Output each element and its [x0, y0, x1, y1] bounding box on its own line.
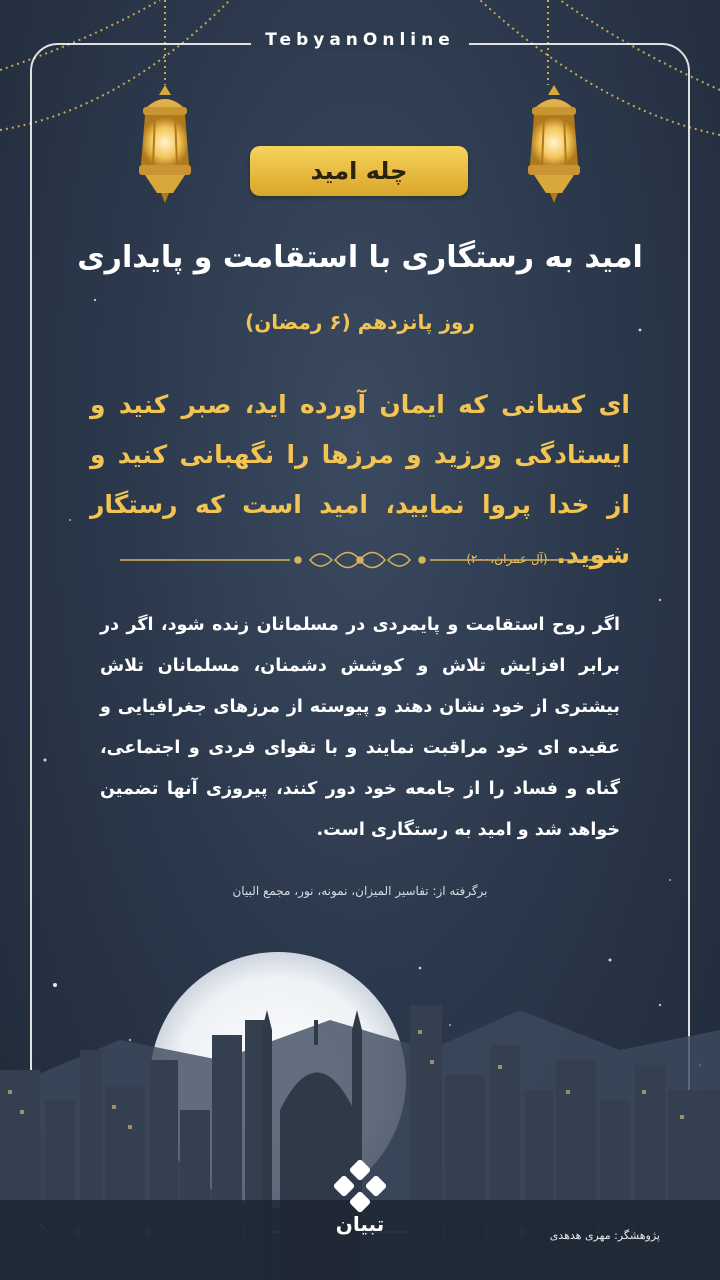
day-subtitle: روز پانزدهم (۶ رمضان) — [245, 310, 475, 334]
verse-reference: (آل عمران،۲۰۰) — [466, 552, 548, 566]
lantern-icon — [133, 85, 197, 205]
verse-text: ای کسانی که ایمان آورده اید، صبر کنید و ایستادگی ورزید و مرزها را نگهبانی کنید و از خدا پروا نمایید، امید است که رستگار شوید. — [90, 390, 630, 569]
site-name: TebyanOnline — [0, 30, 720, 50]
commentary-text: اگر روح استقامت و پایمردی در مسلمانان زنده شود، اگر در برابر افزایش تلاش و کوشش دشمنان، مسلمانان تلاش بیشتری از خود نشان دهند و پیوسته از مرزهای جغرافیایی و عقیده ای خود مراقبت نمایند و با تقوای فردی و اجتماعی، گناه و فساد را از جامعه خود دور کنند، پیروزی آنها تضمین خواهد شد و امید به رستگاری است. — [100, 615, 620, 840]
campaign-badge-label: چله امید — [310, 157, 408, 185]
tebyan-logo-icon — [330, 1160, 390, 1215]
page-title: امید به رستگاری با استقامت و پایداری — [77, 240, 643, 275]
campaign-badge — [250, 146, 468, 196]
lantern-icon — [522, 85, 586, 205]
researcher-credit: پژوهشگر: مهری هدهدی — [549, 1229, 660, 1242]
ornament-icon — [120, 545, 600, 575]
tebyan-logo-text: تبیان — [335, 1212, 385, 1236]
source-citation: برگرفته از: تفاسیر المیزان، نمونه، نور، مجمع البیان — [232, 884, 488, 898]
